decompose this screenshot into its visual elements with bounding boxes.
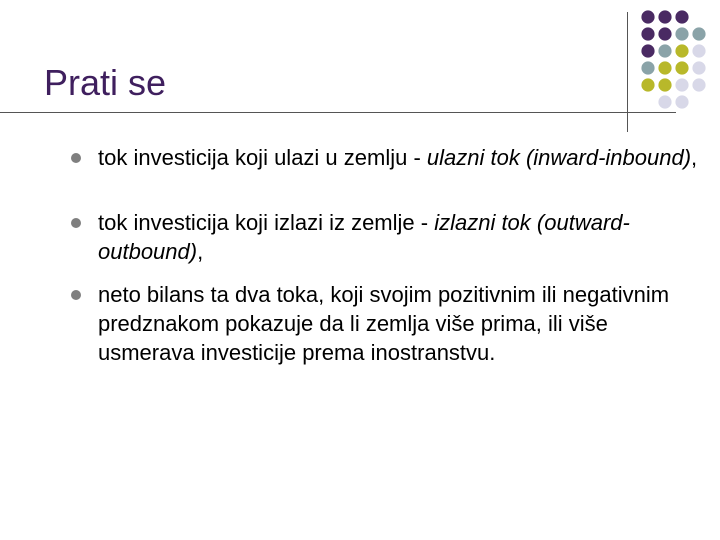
decor-dot — [692, 61, 705, 74]
decor-dot — [692, 44, 705, 57]
decor-dot — [692, 78, 705, 91]
bullet-text: tok investicija koji ulazi u zemlju - — [98, 145, 427, 170]
bullet-text: tok investicija koji izlazi iz zemlje - — [98, 210, 435, 235]
decor-dot — [675, 78, 688, 91]
decor-dot — [692, 27, 705, 40]
bullet-text: neto bilans ta dva toka, koji svojim pozitivnim ili negativnim predznakom pokazuje da li zemlja više prima, ili više usmerava investicije prema inostranstvu. — [98, 282, 670, 365]
decor-dot — [658, 27, 671, 40]
decor-dot — [641, 10, 654, 23]
slide-title: Prati se — [44, 62, 167, 103]
decor-dot — [675, 44, 688, 57]
bullet-italic-text: ulazni tok (inward-inbound) — [426, 145, 692, 170]
horizontal-rule — [0, 112, 676, 113]
decor-dot — [658, 95, 671, 108]
decor-dot — [675, 61, 688, 74]
decor-dot — [658, 10, 671, 23]
bullet-dot-icon — [71, 218, 81, 228]
decor-dot — [675, 95, 688, 108]
decor-dot — [658, 61, 671, 74]
bullet-suffix: , — [691, 145, 698, 170]
bullet-dot-icon — [71, 290, 81, 300]
vertical-rule — [627, 12, 628, 132]
decor-dot — [658, 78, 671, 91]
bullet-dot-icon — [71, 153, 81, 163]
bullet-suffix: , — [197, 239, 204, 264]
decor-dot — [641, 78, 654, 91]
bullet-item — [98, 143, 698, 172]
decor-dot — [675, 10, 688, 23]
decor-dot — [641, 44, 654, 57]
decor-dot — [641, 61, 654, 74]
decor-dot — [675, 27, 688, 40]
decor-dot — [641, 27, 654, 40]
bullet-italic-text: izlazni tok (outward-outbound) — [98, 210, 630, 264]
bullet-item — [98, 280, 698, 367]
bullet-item — [98, 208, 698, 266]
decor-dot — [658, 44, 671, 57]
